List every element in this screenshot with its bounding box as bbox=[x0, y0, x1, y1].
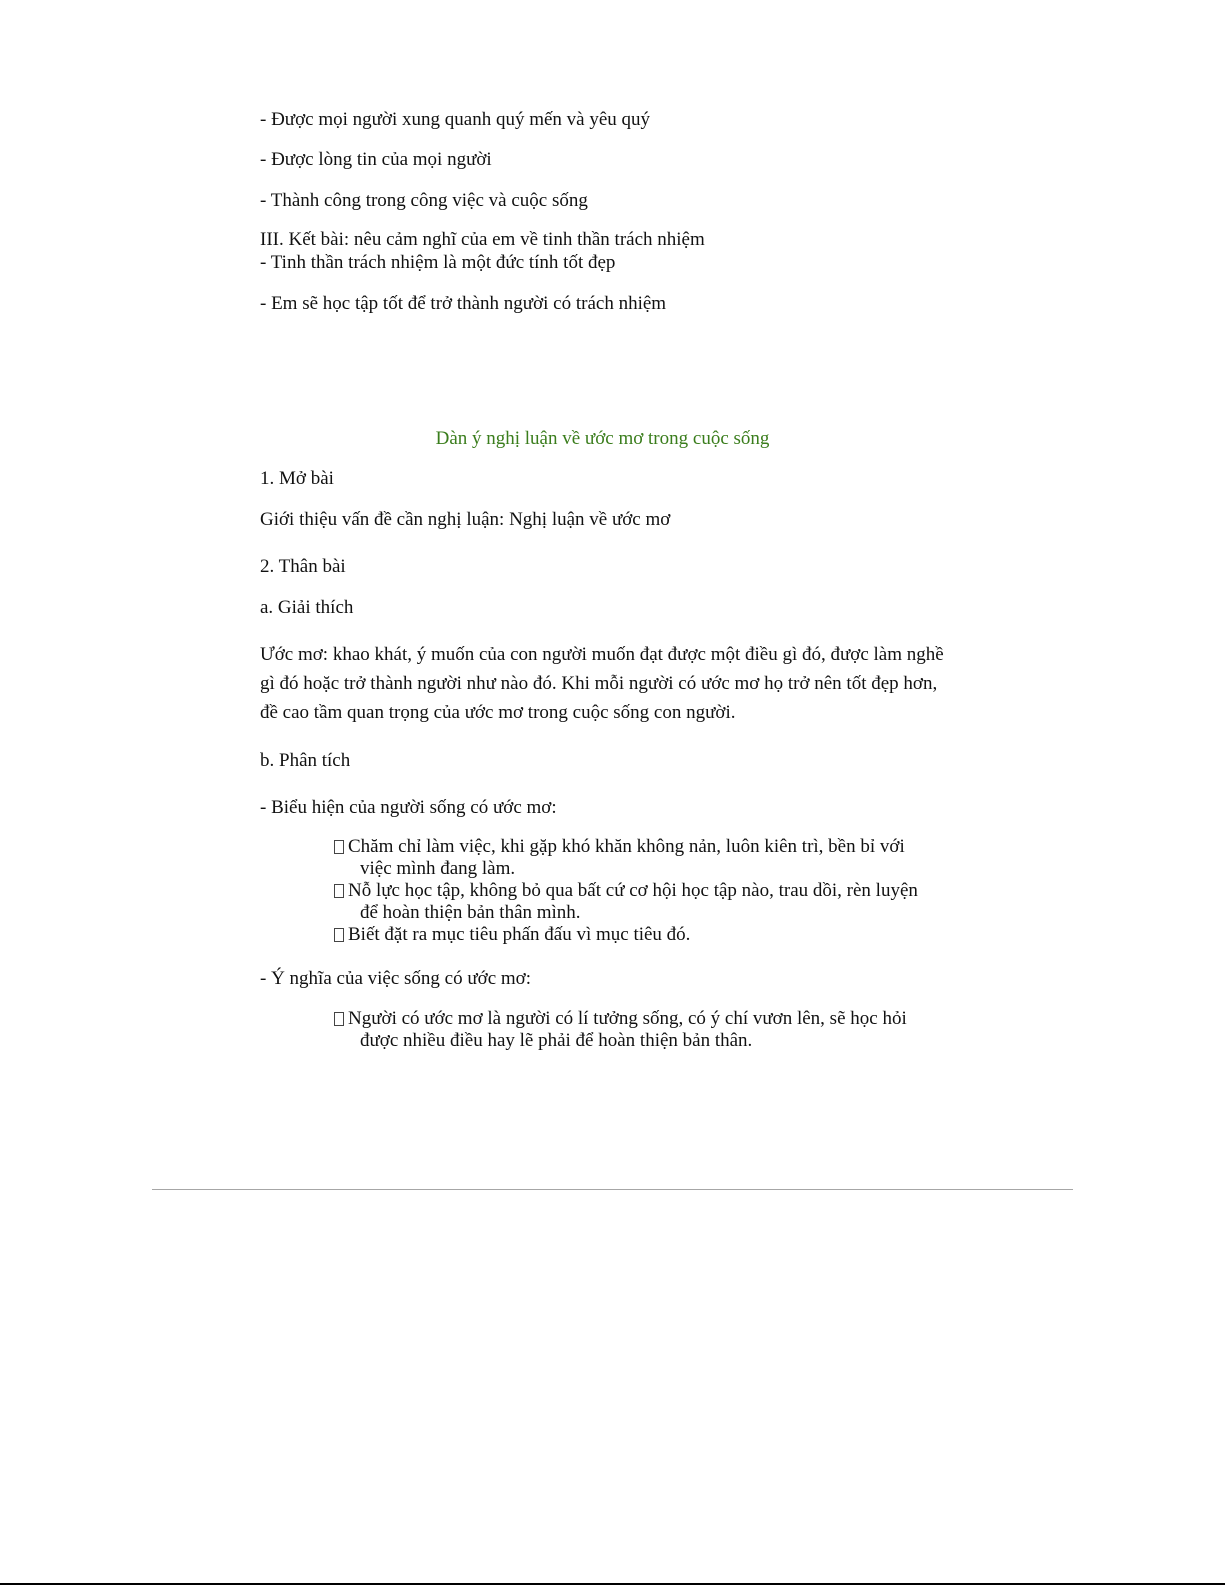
bullet-box-icon bbox=[334, 928, 344, 942]
prev-line-5: - Tinh thần trách nhiệm là một đức tính tốt đẹp bbox=[260, 252, 616, 273]
bieu-hien-list bbox=[336, 836, 976, 946]
giai-thich-line-2: gì đó hoặc trở thành người như nào đó. Khi mỗi người có ước mơ họ trở nên tốt đẹp hơn, bbox=[260, 673, 938, 694]
prev-line-3: - Thành công trong công việc và cuộc sống bbox=[260, 190, 588, 211]
mo-bai-text: Giới thiệu vấn đề cần nghị luận: Nghị luận về ước mơ bbox=[260, 509, 671, 530]
giai-thich-line-3: đề cao tầm quan trọng của ước mơ trong cuộc sống con người. bbox=[260, 702, 736, 723]
list-item-line: Người có ước mơ là người có lí tưởng sống, có ý chí vươn lên, sẽ học hỏi bbox=[348, 1008, 907, 1029]
y-nghia-heading: - Ý nghĩa của việc sống có ước mơ: bbox=[260, 968, 531, 989]
list-item-line: Chăm chỉ làm việc, khi gặp khó khăn không nản, luôn kiên trì, bền bỉ với bbox=[348, 836, 905, 857]
mo-bai-heading: 1. Mở bài bbox=[260, 468, 334, 489]
ket-bai-heading: III. Kết bài: nêu cảm nghĩ của em về tinh thần trách nhiệm bbox=[260, 229, 705, 250]
list-item-line: được nhiều điều hay lẽ phải để hoàn thiện bản thân. bbox=[360, 1030, 753, 1051]
phan-tich-heading: b. Phân tích bbox=[260, 750, 351, 771]
list-item bbox=[336, 924, 976, 946]
giai-thich-heading: a. Giải thích bbox=[260, 597, 354, 618]
bullet-box-icon bbox=[334, 1012, 344, 1026]
list-item bbox=[336, 836, 976, 880]
list-item-line: Nỗ lực học tập, không bỏ qua bất cứ cơ hội học tập nào, trau dồi, rèn luyện bbox=[348, 880, 918, 901]
bullet-box-icon bbox=[334, 840, 344, 854]
list-item-line: để hoàn thiện bản thân mình. bbox=[360, 902, 581, 923]
prev-line-1: - Được mọi người xung quanh quý mến và yêu quý bbox=[260, 109, 651, 130]
prev-line-2: - Được lòng tin của mọi người bbox=[260, 149, 492, 170]
page-divider bbox=[152, 1189, 1073, 1190]
giai-thich-line-1: Ước mơ: khao khát, ý muốn của con người muốn đạt được một điều gì đó, được làm nghề bbox=[260, 644, 944, 665]
than-bai-heading: 2. Thân bài bbox=[260, 556, 346, 577]
y-nghia-list bbox=[336, 1008, 976, 1052]
section-title: Dàn ý nghị luận về ước mơ trong cuộc sống bbox=[435, 428, 770, 449]
list-item-line: Biết đặt ra mục tiêu phấn đấu vì mục tiêu đó. bbox=[348, 924, 691, 945]
bieu-hien-heading: - Biểu hiện của người sống có ước mơ: bbox=[260, 797, 557, 818]
prev-line-6: - Em sẽ học tập tốt để trở thành người có trách nhiệm bbox=[260, 293, 667, 314]
list-item-line: việc mình đang làm. bbox=[360, 858, 516, 879]
list-item bbox=[336, 880, 976, 924]
bullet-box-icon bbox=[334, 884, 344, 898]
list-item bbox=[336, 1008, 976, 1052]
